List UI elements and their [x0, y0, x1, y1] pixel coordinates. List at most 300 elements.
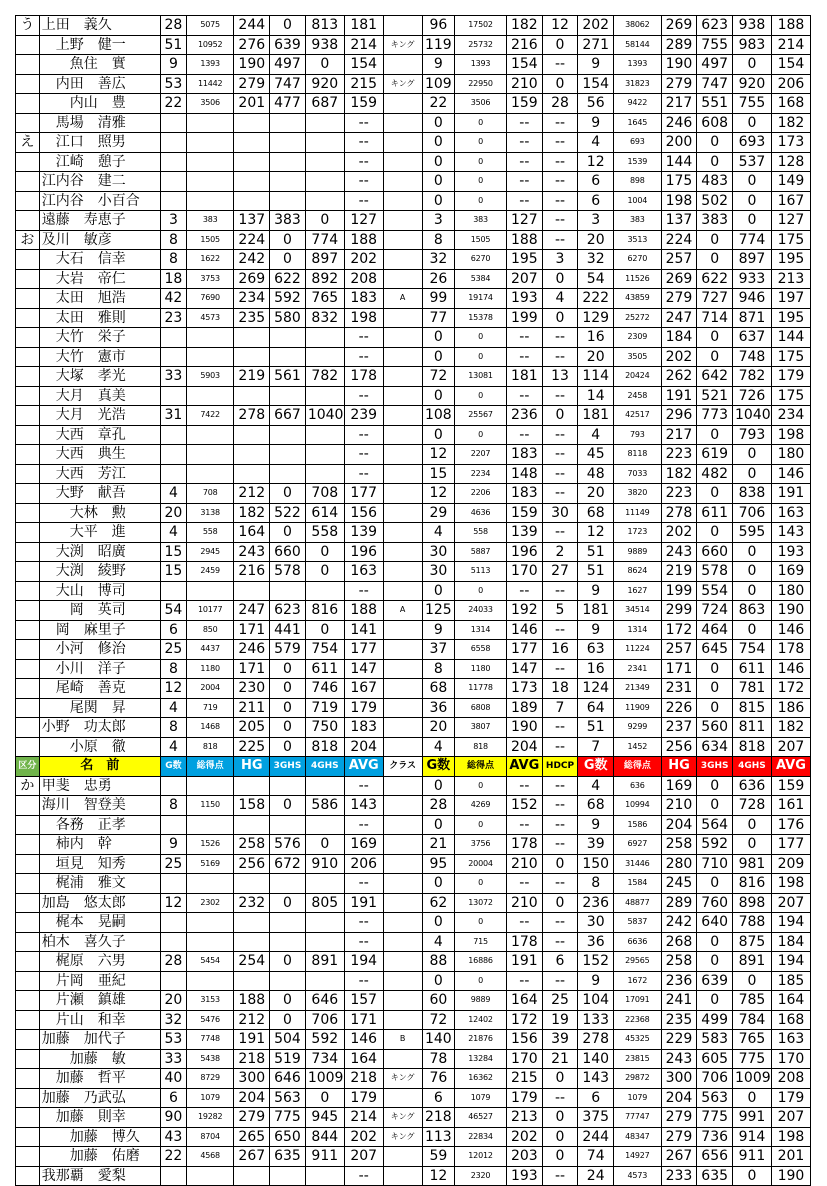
p2-total-cell: 715 [455, 932, 507, 952]
p1-hg-cell: 158 [234, 796, 270, 816]
name-cell: 大月 真美 [39, 386, 160, 406]
p3-4ghs-cell: 0 [733, 1088, 772, 1108]
p1-games-cell: 22 [160, 94, 186, 114]
p3-avg-cell: 144 [771, 328, 810, 348]
p3-total-cell: 14927 [614, 1147, 662, 1167]
p1-games-cell [160, 172, 186, 192]
p3-total-cell: 38062 [614, 16, 662, 36]
p3-hg-cell: 217 [661, 94, 697, 114]
p2-hdcp-cell: -- [542, 737, 578, 757]
p1-total-cell: 8704 [186, 1127, 234, 1147]
p2-total-cell: 5113 [455, 562, 507, 582]
p3-4ghs-cell: 938 [733, 16, 772, 36]
p3-total-cell: 5837 [614, 913, 662, 933]
name-cell: 海川 智登美 [39, 796, 160, 816]
table-row [16, 776, 811, 796]
p2-avg-cell: -- [506, 328, 542, 348]
p1-avg-cell: 188 [344, 230, 383, 250]
class-cell [383, 425, 422, 445]
group-cell [16, 367, 40, 387]
table-row [16, 94, 811, 114]
p1-3ghs-cell: 561 [270, 367, 306, 387]
name-cell: 小原 徹 [39, 737, 160, 757]
p1-hg-cell [234, 445, 270, 465]
p3-games-cell: 39 [578, 835, 614, 855]
name-cell: 加島 悠太郎 [39, 893, 160, 913]
p3-total-cell: 1314 [614, 620, 662, 640]
class-cell [383, 445, 422, 465]
header-p1-hg: HG [234, 757, 270, 777]
p2-total-cell: 1079 [455, 1088, 507, 1108]
header-p2-total: 総得点 [455, 757, 507, 777]
p3-avg-cell: 195 [771, 250, 810, 270]
p2-avg-cell: -- [506, 191, 542, 211]
p2-avg-cell: 210 [506, 893, 542, 913]
p3-3ghs-cell: 0 [697, 484, 733, 504]
p2-hdcp-cell: 16 [542, 640, 578, 660]
p1-games-cell [160, 874, 186, 894]
name-cell: 岡 麻里子 [39, 620, 160, 640]
p2-games-cell: 113 [422, 1127, 454, 1147]
name-cell: 太田 雅則 [39, 308, 160, 328]
p1-total-cell: 1526 [186, 835, 234, 855]
name-cell: 加藤 博久 [39, 1127, 160, 1147]
p3-avg-cell: 209 [771, 854, 810, 874]
p3-games-cell: 236 [578, 893, 614, 913]
table-row [16, 874, 811, 894]
p1-hg-cell: 218 [234, 1049, 270, 1069]
group-cell: え [16, 133, 40, 153]
p3-avg-cell: 182 [771, 113, 810, 133]
p3-3ghs-cell: 623 [697, 16, 733, 36]
p2-hdcp-cell: -- [542, 484, 578, 504]
p1-hg-cell: 244 [234, 16, 270, 36]
p2-avg-cell: 146 [506, 620, 542, 640]
name-cell: 小河 修治 [39, 640, 160, 660]
p1-4ghs-cell: 0 [305, 211, 344, 231]
class-cell [383, 737, 422, 757]
p2-avg-cell: 189 [506, 698, 542, 718]
p3-hg-cell: 245 [661, 874, 697, 894]
p1-4ghs-cell [305, 191, 344, 211]
p1-total-cell: 1622 [186, 250, 234, 270]
p1-3ghs-cell [270, 445, 306, 465]
p1-games-cell: 4 [160, 737, 186, 757]
name-cell: 各務 正孝 [39, 815, 160, 835]
p1-3ghs-cell [270, 347, 306, 367]
p3-games-cell: 12 [578, 152, 614, 172]
class-cell: A [383, 289, 422, 309]
p1-games-cell [160, 971, 186, 991]
p3-4ghs-cell: 726 [733, 386, 772, 406]
p1-avg-cell: 218 [344, 1069, 383, 1089]
p2-games-cell: 0 [422, 913, 454, 933]
p1-avg-cell: -- [344, 776, 383, 796]
p3-4ghs-cell: 875 [733, 932, 772, 952]
p3-4ghs-cell: 0 [733, 172, 772, 192]
class-cell [383, 55, 422, 75]
p3-avg-cell: 214 [771, 35, 810, 55]
p2-hdcp-cell: 0 [542, 406, 578, 426]
p2-total-cell: 1393 [455, 55, 507, 75]
p3-3ghs-cell: 773 [697, 406, 733, 426]
p1-games-cell: 33 [160, 1049, 186, 1069]
p2-avg-cell: 177 [506, 640, 542, 660]
p2-avg-cell: 156 [506, 1030, 542, 1050]
class-cell [383, 991, 422, 1011]
p3-3ghs-cell: 0 [697, 932, 733, 952]
p1-avg-cell: 202 [344, 250, 383, 270]
p2-games-cell: 26 [422, 269, 454, 289]
group-cell [16, 289, 40, 309]
p3-total-cell: 2341 [614, 659, 662, 679]
group-cell [16, 250, 40, 270]
p1-total-cell [186, 581, 234, 601]
p3-3ghs-cell: 592 [697, 835, 733, 855]
p2-games-cell: 28 [422, 796, 454, 816]
header-p3-hg: HG [661, 757, 697, 777]
p2-avg-cell: 170 [506, 1049, 542, 1069]
group-cell [16, 562, 40, 582]
class-cell [383, 1049, 422, 1069]
p2-avg-cell: -- [506, 347, 542, 367]
name-cell: 大渕 綾野 [39, 562, 160, 582]
p1-avg-cell: 143 [344, 796, 383, 816]
p3-4ghs-cell: 818 [733, 737, 772, 757]
p1-4ghs-cell [305, 874, 344, 894]
table-row [16, 445, 811, 465]
p1-total-cell: 19282 [186, 1108, 234, 1128]
p1-hg-cell: 269 [234, 269, 270, 289]
p1-avg-cell: -- [344, 971, 383, 991]
p1-games-cell [160, 913, 186, 933]
class-cell [383, 796, 422, 816]
p1-3ghs-cell: 580 [270, 308, 306, 328]
p1-3ghs-cell: 0 [270, 679, 306, 699]
p1-3ghs-cell: 0 [270, 250, 306, 270]
p1-total-cell: 558 [186, 523, 234, 543]
p2-avg-cell: 170 [506, 562, 542, 582]
p1-avg-cell: -- [344, 386, 383, 406]
p3-total-cell: 23815 [614, 1049, 662, 1069]
p3-hg-cell: 258 [661, 952, 697, 972]
p2-avg-cell: 182 [506, 16, 542, 36]
p3-games-cell: 375 [578, 1108, 614, 1128]
p1-hg-cell [234, 347, 270, 367]
p2-games-cell: 30 [422, 562, 454, 582]
p2-games-cell: 0 [422, 581, 454, 601]
class-cell [383, 952, 422, 972]
p2-avg-cell: 147 [506, 659, 542, 679]
p1-3ghs-cell: 623 [270, 601, 306, 621]
p1-total-cell: 4437 [186, 640, 234, 660]
table-header [16, 757, 811, 777]
p2-avg-cell: -- [506, 874, 542, 894]
name-cell: 我那覇 愛梨 [39, 1166, 160, 1186]
class-cell [383, 250, 422, 270]
p2-games-cell: 4 [422, 523, 454, 543]
p3-total-cell: 10994 [614, 796, 662, 816]
p3-4ghs-cell: 914 [733, 1127, 772, 1147]
p1-games-cell: 9 [160, 55, 186, 75]
p1-total-cell: 7690 [186, 289, 234, 309]
class-cell [383, 94, 422, 114]
p1-4ghs-cell [305, 913, 344, 933]
p3-total-cell: 3513 [614, 230, 662, 250]
group-cell [16, 55, 40, 75]
class-cell [383, 562, 422, 582]
p3-avg-cell: 164 [771, 991, 810, 1011]
group-cell [16, 523, 40, 543]
p1-3ghs-cell: 0 [270, 1010, 306, 1030]
p2-total-cell: 383 [455, 211, 507, 231]
table-row [16, 1127, 811, 1147]
p2-hdcp-cell: 5 [542, 601, 578, 621]
p3-hg-cell: 229 [661, 1030, 697, 1050]
p3-hg-cell: 172 [661, 620, 697, 640]
p2-total-cell: 0 [455, 347, 507, 367]
p1-total-cell [186, 815, 234, 835]
table-row [16, 679, 811, 699]
p1-3ghs-cell: 0 [270, 523, 306, 543]
table-row [16, 113, 811, 133]
p3-avg-cell: 194 [771, 952, 810, 972]
table-row [16, 932, 811, 952]
p3-3ghs-cell: 551 [697, 94, 733, 114]
p2-avg-cell: 190 [506, 718, 542, 738]
p1-avg-cell: -- [344, 874, 383, 894]
p2-hdcp-cell: 2 [542, 542, 578, 562]
p1-avg-cell: -- [344, 1166, 383, 1186]
p1-games-cell: 8 [160, 230, 186, 250]
p3-3ghs-cell: 639 [697, 971, 733, 991]
p1-games-cell: 28 [160, 952, 186, 972]
p3-games-cell: 3 [578, 211, 614, 231]
p1-3ghs-cell: 563 [270, 1088, 306, 1108]
p2-hdcp-cell: -- [542, 796, 578, 816]
p1-total-cell [186, 152, 234, 172]
p3-hg-cell: 217 [661, 425, 697, 445]
group-cell [16, 1030, 40, 1050]
name-cell: 江崎 憩子 [39, 152, 160, 172]
header-p1-3ghs: 3GHS [270, 757, 306, 777]
p1-total-cell [186, 913, 234, 933]
p2-total-cell: 3807 [455, 718, 507, 738]
class-cell [383, 523, 422, 543]
p3-hg-cell: 210 [661, 796, 697, 816]
p3-total-cell: 45325 [614, 1030, 662, 1050]
p2-total-cell: 3756 [455, 835, 507, 855]
class-cell [383, 386, 422, 406]
group-cell [16, 386, 40, 406]
p1-avg-cell: -- [344, 191, 383, 211]
p1-total-cell: 5169 [186, 854, 234, 874]
p3-games-cell: 150 [578, 854, 614, 874]
p1-total-cell [186, 971, 234, 991]
group-cell [16, 932, 40, 952]
p1-hg-cell [234, 874, 270, 894]
p1-4ghs-cell: 750 [305, 718, 344, 738]
p3-games-cell: 24 [578, 1166, 614, 1186]
p1-games-cell: 8 [160, 250, 186, 270]
p3-games-cell: 56 [578, 94, 614, 114]
table-row [16, 1030, 811, 1050]
table-row [16, 406, 811, 426]
p2-games-cell: 76 [422, 1069, 454, 1089]
p3-avg-cell: 175 [771, 347, 810, 367]
p3-games-cell: 4 [578, 133, 614, 153]
p2-hdcp-cell: 0 [542, 1108, 578, 1128]
p3-hg-cell: 190 [661, 55, 697, 75]
p3-avg-cell: 175 [771, 386, 810, 406]
p2-avg-cell: 191 [506, 952, 542, 972]
p2-total-cell: 0 [455, 874, 507, 894]
p3-games-cell: 222 [578, 289, 614, 309]
p3-total-cell: 636 [614, 776, 662, 796]
p3-games-cell: 48 [578, 464, 614, 484]
p2-games-cell: 72 [422, 1010, 454, 1030]
p1-total-cell: 3506 [186, 94, 234, 114]
p2-avg-cell: 210 [506, 854, 542, 874]
table-row [16, 952, 811, 972]
p3-games-cell: 54 [578, 269, 614, 289]
p1-4ghs-cell: 734 [305, 1049, 344, 1069]
p1-total-cell [186, 191, 234, 211]
p3-avg-cell: 234 [771, 406, 810, 426]
table-row [16, 581, 811, 601]
p3-total-cell: 48347 [614, 1127, 662, 1147]
p1-3ghs-cell [270, 971, 306, 991]
p3-hg-cell: 278 [661, 503, 697, 523]
p1-4ghs-cell [305, 776, 344, 796]
p3-4ghs-cell: 793 [733, 425, 772, 445]
class-cell [383, 1147, 422, 1167]
p3-hg-cell: 226 [661, 698, 697, 718]
table-row [16, 289, 811, 309]
p2-hdcp-cell: -- [542, 659, 578, 679]
p1-hg-cell [234, 815, 270, 835]
p1-avg-cell: -- [344, 581, 383, 601]
p1-total-cell: 708 [186, 484, 234, 504]
p1-avg-cell: 206 [344, 854, 383, 874]
p3-games-cell: 9 [578, 55, 614, 75]
group-cell [16, 659, 40, 679]
p1-3ghs-cell: 747 [270, 74, 306, 94]
p1-games-cell [160, 191, 186, 211]
p2-games-cell: 78 [422, 1049, 454, 1069]
name-cell: 加藤 加代子 [39, 1030, 160, 1050]
p3-total-cell: 4573 [614, 1166, 662, 1186]
p3-3ghs-cell: 464 [697, 620, 733, 640]
p1-avg-cell: 159 [344, 94, 383, 114]
p2-hdcp-cell: 28 [542, 94, 578, 114]
p2-total-cell: 17502 [455, 16, 507, 36]
p1-avg-cell: -- [344, 932, 383, 952]
p2-games-cell: 6 [422, 1088, 454, 1108]
p2-games-cell: 4 [422, 737, 454, 757]
group-cell [16, 152, 40, 172]
p2-hdcp-cell: -- [542, 347, 578, 367]
p3-total-cell: 6927 [614, 835, 662, 855]
p1-hg-cell: 235 [234, 308, 270, 328]
name-cell: 加藤 則幸 [39, 1108, 160, 1128]
p1-games-cell: 15 [160, 562, 186, 582]
p1-avg-cell: -- [344, 913, 383, 933]
p3-games-cell: 4 [578, 776, 614, 796]
p1-3ghs-cell: 383 [270, 211, 306, 231]
p2-total-cell: 12402 [455, 1010, 507, 1030]
p3-hg-cell: 202 [661, 523, 697, 543]
p2-total-cell: 11778 [455, 679, 507, 699]
p3-4ghs-cell: 816 [733, 874, 772, 894]
group-cell [16, 172, 40, 192]
p1-games-cell: 90 [160, 1108, 186, 1128]
p2-avg-cell: 236 [506, 406, 542, 426]
p2-games-cell: 140 [422, 1030, 454, 1050]
p1-4ghs-cell [305, 971, 344, 991]
p3-4ghs-cell: 0 [733, 581, 772, 601]
class-cell [383, 191, 422, 211]
p2-total-cell: 2234 [455, 464, 507, 484]
p1-hg-cell: 225 [234, 737, 270, 757]
p3-avg-cell: 175 [771, 230, 810, 250]
p2-total-cell: 0 [455, 152, 507, 172]
p3-games-cell: 6 [578, 1088, 614, 1108]
p1-total-cell: 719 [186, 698, 234, 718]
p1-4ghs-cell: 892 [305, 269, 344, 289]
p3-hg-cell: 223 [661, 445, 697, 465]
p1-avg-cell: 183 [344, 718, 383, 738]
p2-avg-cell: 213 [506, 1108, 542, 1128]
class-cell [383, 698, 422, 718]
name-cell: 岡 英司 [39, 601, 160, 621]
p1-hg-cell: 278 [234, 406, 270, 426]
p2-avg-cell: 127 [506, 211, 542, 231]
class-cell [383, 854, 422, 874]
p3-3ghs-cell: 640 [697, 913, 733, 933]
p2-hdcp-cell: -- [542, 211, 578, 231]
p3-total-cell: 1723 [614, 523, 662, 543]
p3-3ghs-cell: 736 [697, 1127, 733, 1147]
p3-hg-cell: 269 [661, 16, 697, 36]
p2-avg-cell: 173 [506, 679, 542, 699]
p2-hdcp-cell: 0 [542, 35, 578, 55]
p3-games-cell: 45 [578, 445, 614, 465]
p1-avg-cell: 239 [344, 406, 383, 426]
p3-total-cell: 31446 [614, 854, 662, 874]
p3-hg-cell: 144 [661, 152, 697, 172]
p3-3ghs-cell: 502 [697, 191, 733, 211]
class-cell [383, 347, 422, 367]
p3-4ghs-cell: 728 [733, 796, 772, 816]
group-cell: か [16, 776, 40, 796]
p3-4ghs-cell: 782 [733, 367, 772, 387]
p2-games-cell: 96 [422, 16, 454, 36]
p2-total-cell: 2320 [455, 1166, 507, 1186]
p3-3ghs-cell: 656 [697, 1147, 733, 1167]
p1-games-cell [160, 815, 186, 835]
p3-4ghs-cell: 748 [733, 347, 772, 367]
p1-4ghs-cell [305, 386, 344, 406]
p1-total-cell [186, 133, 234, 153]
p1-avg-cell: 204 [344, 737, 383, 757]
header-p3-4ghs: 4GHS [733, 757, 772, 777]
p3-games-cell: 271 [578, 35, 614, 55]
class-cell [383, 113, 422, 133]
p3-avg-cell: 128 [771, 152, 810, 172]
p3-hg-cell: 279 [661, 74, 697, 94]
p1-hg-cell [234, 464, 270, 484]
